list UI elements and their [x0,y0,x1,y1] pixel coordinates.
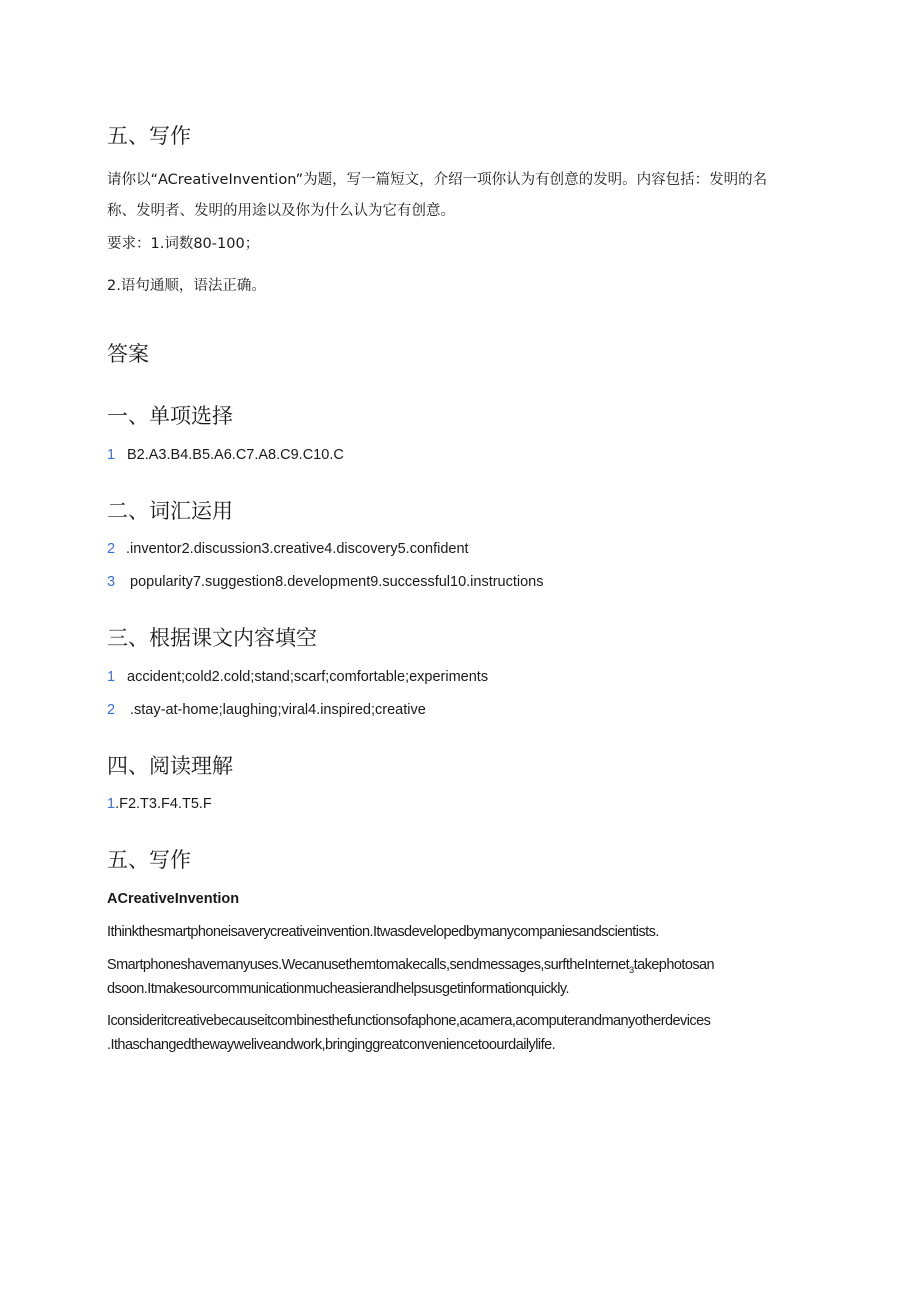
item-text: .inventor2.discussion3.creative4.discovery5.confident [126,541,469,557]
section1-heading: 一、单项选择 [107,404,233,428]
item-text: B2.A3.B4.B5.A6.C7.A8.C9.C10.C [127,447,344,463]
essay-paragraph-3-line-2: .Ithaschangedthewayweliveandwork,bringinggreatconveniencetoourdailylife. [107,1037,556,1053]
essay-paragraph-2-line-2: dsoon.Itmakesourcommunicationmucheasierandhelpsusgetinformationquickly. [107,981,570,997]
section4-heading: 四、阅读理解 [107,754,233,778]
list-item [107,669,488,685]
section3-heading: 三、根据课文内容填空 [107,626,317,650]
list-item [107,574,544,590]
instruction-line-2: 称、发明者、发明的用途以及你为什么认为它有创意。 [107,203,455,219]
requirement-1: 要求：1.词数80-100； [107,236,260,252]
requirement-2: 2.语句通顺，语法正确。 [107,278,266,294]
item-number: 1 [107,796,116,812]
essay-paragraph-2-line-1 [107,957,714,975]
item-text: popularity7.suggestion8.development9.successful10.instructions [130,574,544,590]
item-number: 3 [107,574,116,590]
answers-title: 答案 [107,342,149,366]
item-number: 1 [107,447,116,463]
essay-text: Smartphoneshavemanyuses.Wecanusethemtomakecalls,sendmessages,surftheInternet [107,957,630,973]
list-item [107,702,426,718]
essay-paragraph-3-line-1: Iconsideritcreativebecauseitcombinesthefunctionsofaphone,acamera,acomputerandmanyotherdevices [107,1013,711,1029]
item-text: .F2.T3.F4.T5.F [115,796,212,812]
essay-title: ACreativeInvention [107,891,240,907]
list-item [107,541,469,557]
item-number: 1 [107,669,116,685]
item-number: 2 [107,702,116,718]
item-text: accident;cold2.cold;stand;scarf;comfortable;experiments [127,669,489,685]
writing-heading: 五、写作 [107,124,191,148]
item-number: 2 [107,541,116,557]
instruction-line-1: 请你以“ACreativeInvention”为题，写一篇短文，介绍一项你认为有创意的发明。内容包括：发明的名 [107,172,768,188]
list-item [107,447,344,463]
list-item [107,796,212,812]
item-text: .stay-at-home;laughing;viral4.inspired;creative [130,702,426,718]
essay-paragraph-1: Ithinkthesmartphoneisaverycreativeinvention.Itwasdevelopedbymanycompaniesandscientists. [107,924,659,940]
section5-heading: 五、写作 [107,848,191,872]
essay-text: takephotosan [633,957,715,973]
section2-heading: 二、词汇运用 [107,499,233,523]
essay-subscript: 3 [629,964,634,975]
